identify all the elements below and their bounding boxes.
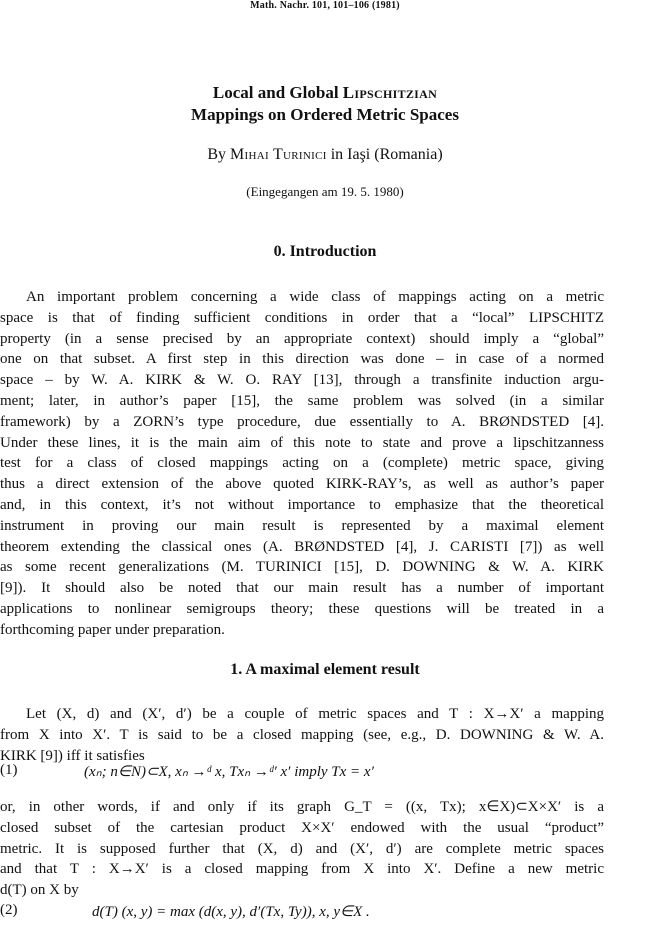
text-line: metric. It is supposed further that (X, d) and (X′, d′) are complete metric spaces — [0, 840, 604, 857]
equation-1 — [0, 762, 620, 786]
title-line-1: Local and Global Lipschitzian — [212, 83, 438, 102]
text-line: thus a direct extension of the above quoted KIRK-RAY’s, as well as author’s paper — [0, 476, 604, 493]
text-line: [9]). It should also be noted that our main result has a number of important — [0, 580, 604, 597]
text-line: Let (X, d) and (X′, d′) be a couple of metric spaces and T : X→X′ a mapping — [26, 706, 604, 722]
text-line: or, in other words, if and only if its graph G_T = ((x, Tx); x∈X)⊂X×X′ is a — [0, 799, 604, 815]
text-line: from X into X′. T is said to be a closed mapping (see, e.g., D. DOWNING & W. A. — [0, 726, 604, 743]
text-line: framework) by a ZORN’s type procedure, due essentially to A. BRØNDSTED [4]. — [0, 413, 604, 430]
equation-number: (2) — [0, 902, 18, 918]
section-heading-introduction: 0. Introduction — [273, 243, 377, 260]
text-line: and, in this context, it’s not without importance to emphasize that the theoretical — [0, 496, 604, 513]
text-line: one on that subset. A first step in this direction was done – in case of a normed — [0, 351, 604, 368]
text-line: applications to nonlinear semigroups theory; these questions will be treated in a — [0, 600, 604, 617]
title-line-2: Mappings on Ordered Metric Spaces — [191, 105, 459, 124]
paper-title — [0, 82, 650, 126]
introduction-paragraph — [0, 287, 604, 641]
author-name: Mihai Turinici — [230, 146, 327, 163]
received-date: (Eingegangen am 19. 5. 1980) — [246, 184, 404, 199]
equation-2 — [0, 902, 620, 926]
section1-paragraph-continued — [0, 797, 604, 901]
text-line: space – by W. A. KIRK & W. O. RAY [13], through a transfinite induction argu- — [0, 372, 604, 389]
text-line: instrument in proving our main result is represented by a maximal element — [0, 517, 604, 534]
text-line: KIRK [9]) iff it satisfies — [0, 747, 145, 764]
equation-body: d(T) (x, y) = max (d(x, y), d′(Tx, Ty)), x, y∈X . — [92, 904, 370, 920]
equation-body: (xₙ; n∈N)⊂X, xₙ →ᵈ x, Txₙ →ᵈ′ x′ imply Tx = x′ — [84, 764, 374, 780]
text-line: forthcoming paper under preparation. — [0, 621, 225, 638]
text-line: theorem extending the classical ones (A. BRØNDSTED [4], J. CARISTI [7]) as well — [0, 538, 604, 555]
text-line: d(T) on X by — [0, 882, 79, 899]
author-byline: By Mihai Turinici in Iaşi (Romania) — [207, 146, 443, 163]
text-line: closed subset of the cartesian product X×X′ endowed with the usual “product” — [0, 819, 604, 836]
section-heading-maximal-element: 1. A maximal element result — [230, 661, 420, 678]
text-line: Under these lines, it is the main aim of this note to state and prove a lipschitzanness — [0, 434, 604, 451]
text-line: and that T : X→X′ is a closed mapping from X into X′. Define a new metric — [0, 861, 604, 878]
text-line: property (in a sense precised by an appropriate context) should imply a “global” — [0, 330, 604, 347]
text-line: An important problem concerning a wide class of mappings acting on a metric — [26, 289, 604, 305]
equation-number: (1) — [0, 762, 18, 778]
journal-header: Math. Nachr. 101, 101–106 (1981) — [250, 0, 400, 11]
text-line: as some recent generalizations (M. TURINICI [15], D. DOWNING & W. A. KIRK — [0, 559, 604, 576]
section1-paragraph — [0, 704, 604, 766]
text-line: ment; later, in author’s paper [15], the same problem was solved (in a similar — [0, 392, 604, 409]
text-line: test for a class of closed mappings acting on a (complete) metric space, giving — [0, 455, 604, 472]
text-line: space is that of finding sufficient conditions in order that a “local” LIPSCHITZ — [0, 309, 604, 326]
